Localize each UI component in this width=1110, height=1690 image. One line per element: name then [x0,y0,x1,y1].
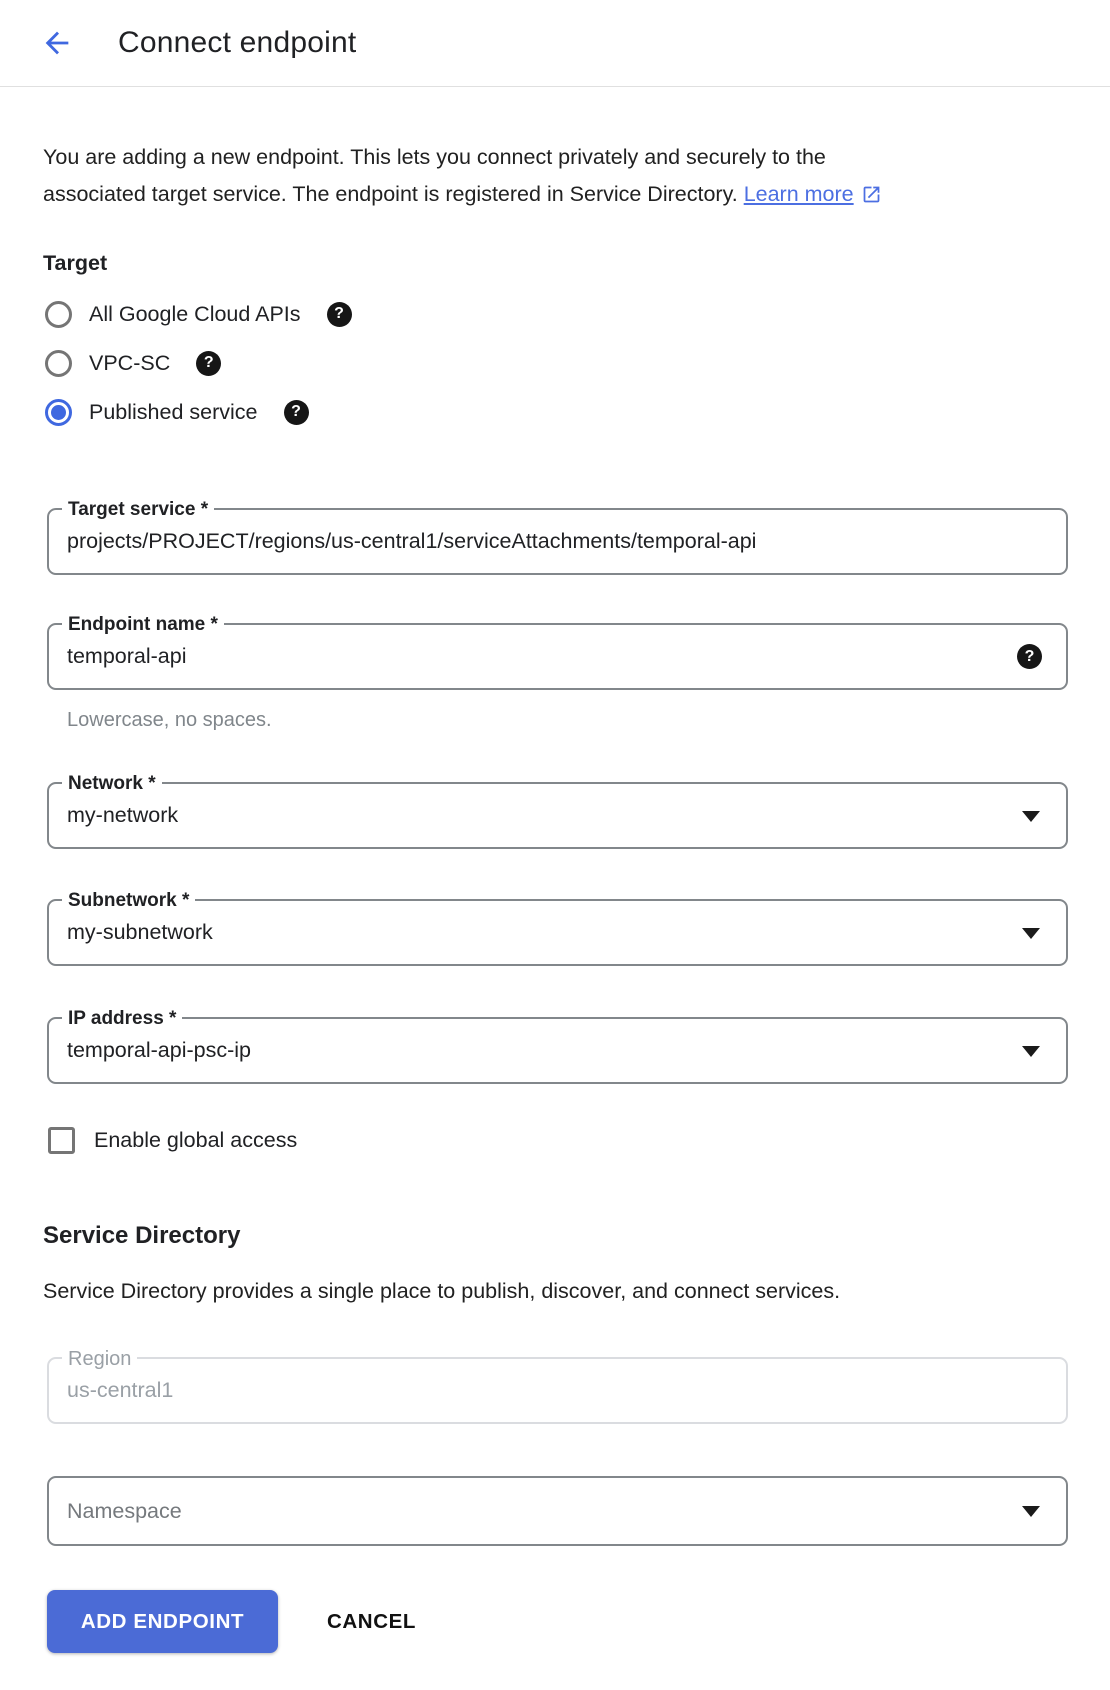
target-section-label: Target [43,251,108,275]
dropdown-arrow-icon [1022,1506,1040,1517]
intro-line1: You are adding a new endpoint. This lets you connect privately and securely to the [43,145,826,169]
page-title: Connect endpoint [118,26,357,59]
open-in-new-icon[interactable] [861,180,882,217]
region-label: Region [62,1348,137,1370]
radio-button-icon[interactable] [45,350,72,377]
target-service-value[interactable]: projects/PROJECT/regions/us-central1/serviceAttachments/temporal-api [67,529,757,553]
radio-option-published-service[interactable] [45,398,1110,426]
subnetwork-label: Subnetwork * [62,890,195,912]
target-service-field[interactable] [47,499,1068,575]
radio-option-label: All Google Cloud APIs [89,301,301,326]
region-value: us-central1 [67,1378,174,1402]
endpoint-name-label: Endpoint name * [62,614,224,636]
radio-button-selected-icon[interactable] [45,399,72,426]
ip-address-value: temporal-api-psc-ip [67,1038,252,1062]
action-bar [43,1590,1110,1653]
checkbox-unchecked-icon[interactable] [48,1127,75,1154]
intro-line2: associated target service. The endpoint is registered in Service Directory. [43,182,738,206]
network-value: my-network [67,803,179,827]
radio-option-vpc-sc[interactable] [45,349,1110,377]
help-icon[interactable]: ? [196,351,221,376]
service-directory-heading: Service Directory [43,1222,241,1249]
network-select-field[interactable] [47,773,1068,849]
ip-address-label: IP address * [62,1008,182,1030]
enable-global-access-label: Enable global access [94,1127,298,1152]
region-field-disabled [47,1348,1068,1424]
learn-more-link[interactable]: Learn more [743,182,854,206]
help-icon[interactable]: ? [327,302,352,327]
dropdown-arrow-icon [1022,811,1040,822]
help-icon[interactable]: ? [284,400,309,425]
dropdown-arrow-icon [1022,1046,1040,1057]
namespace-select-field[interactable] [47,1476,1068,1546]
radio-option-label: Published service [89,399,258,424]
intro-text [43,139,1033,217]
help-icon[interactable]: ? [1017,644,1042,669]
subnetwork-value: my-subnetwork [67,920,213,944]
dropdown-arrow-icon [1022,928,1040,939]
radio-button-icon[interactable] [45,301,72,328]
endpoint-name-helper-text: Lowercase, no spaces. [67,709,272,731]
back-button[interactable] [40,26,74,60]
namespace-placeholder: Namespace [67,1498,182,1523]
enable-global-access-row[interactable] [48,1126,1110,1154]
target-service-label: Target service * [62,499,214,521]
add-endpoint-button[interactable]: ADD ENDPOINT [47,1590,278,1653]
subnetwork-select-field[interactable] [47,890,1068,966]
endpoint-name-field[interactable] [47,614,1068,690]
endpoint-name-value[interactable]: temporal-api [67,644,187,668]
page-header [0,0,1110,87]
cancel-button[interactable]: CANCEL [327,1609,417,1633]
target-radio-group [43,300,1110,426]
service-directory-description: Service Directory provides a single place to publish, discover, and connect services. [43,1279,841,1303]
ip-address-select-field[interactable] [47,1008,1068,1084]
radio-option-label: VPC-SC [89,350,171,375]
network-label: Network * [62,773,162,795]
radio-option-all-google-cloud-apis[interactable] [45,300,1110,328]
arrow-back-icon [40,26,74,60]
